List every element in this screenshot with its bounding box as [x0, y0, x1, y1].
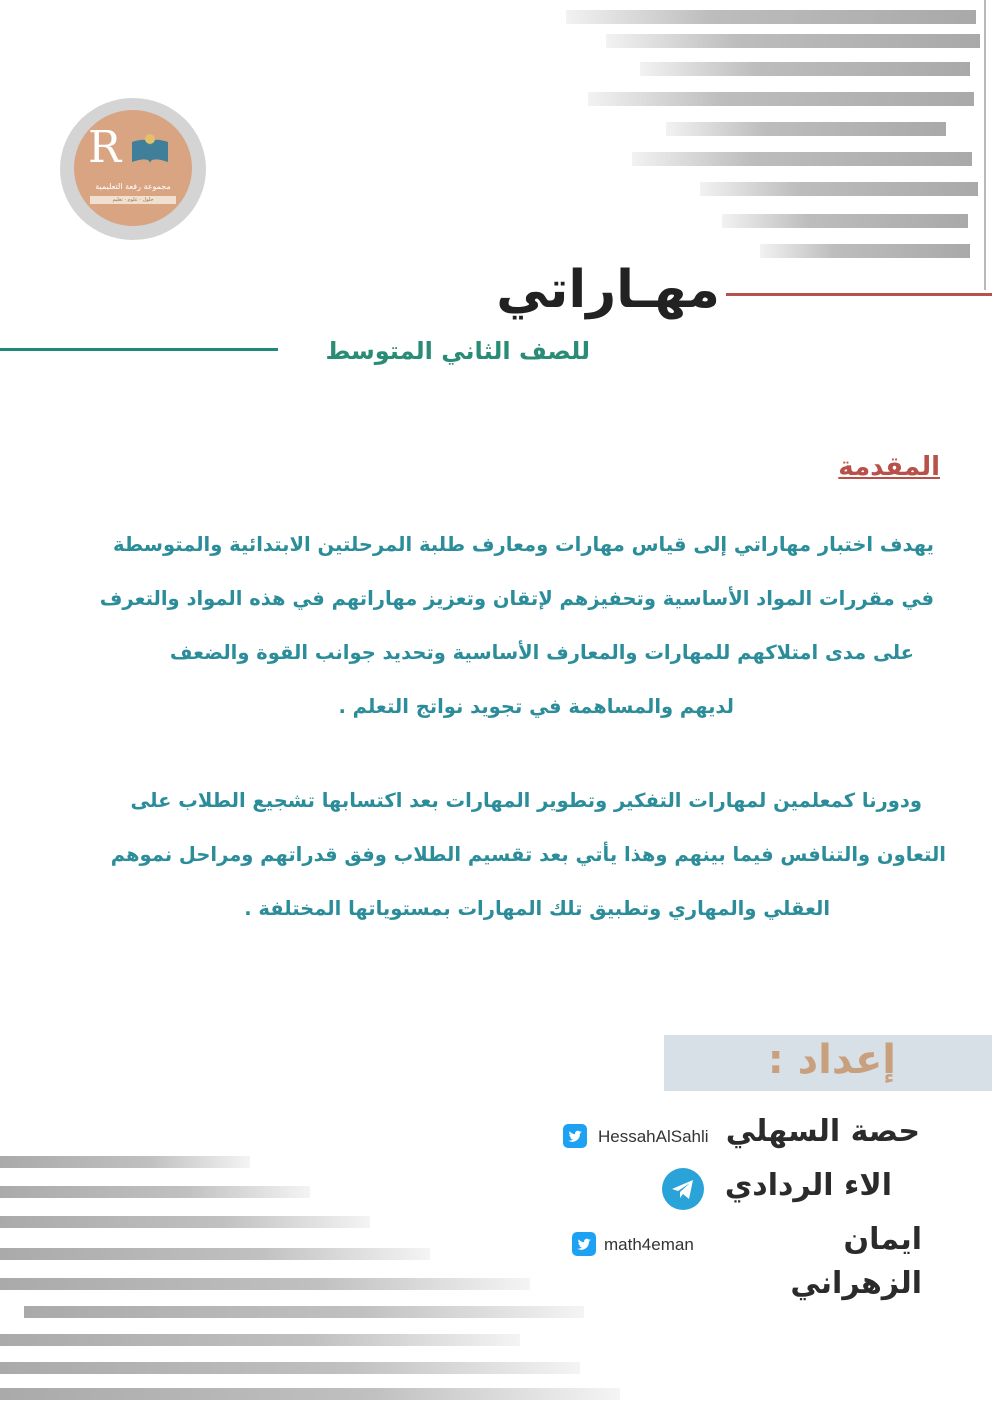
paragraph-line: على مدى امتلاكهم للمهارات والمعارف الأساسية وتحديد جوانب القوة والضعف [169, 641, 914, 664]
telegram-icon[interactable] [662, 1168, 704, 1210]
author-handle[interactable]: math4eman [604, 1235, 694, 1254]
intro-paragraph-2 [96, 774, 946, 936]
title-underline [726, 293, 992, 296]
page-subtitle: للصف الثاني المتوسط [325, 337, 590, 365]
paragraph-line: التعاون والتنافس فيما بينهم وهذا يأتي بعد تقسيم الطلاب وفق قدراتهم ومراحل نموهم [110, 843, 946, 866]
page-title: مهـاراتي [496, 260, 720, 320]
logo-tagline: حلول · علوم · تعليم [90, 196, 176, 204]
author-name: ايمان الزهراني [790, 1222, 922, 1301]
logo [74, 110, 192, 226]
book-icon [130, 132, 170, 166]
author-name: حصة السهلي [725, 1114, 920, 1149]
author-name: الاء الردادي [724, 1168, 892, 1203]
paragraph-line: يهدف اختبار مهاراتي إلى قياس مهارات ومعارف طلبة المرحلتين الابتدائية والمتوسطة [112, 533, 934, 556]
author-handle[interactable]: HessahAlSahli [598, 1127, 709, 1146]
paragraph-line: العقلي والمهاري وتطبيق تلك المهارات بمستوياتها المختلفة . [244, 897, 830, 920]
intro-paragraph-1 [96, 518, 934, 734]
prepared-by-label: إعداد : [767, 1037, 896, 1083]
twitter-icon[interactable] [563, 1124, 587, 1148]
subtitle-line [0, 348, 278, 351]
logo-letter: R [88, 122, 122, 173]
twitter-icon[interactable] [572, 1232, 596, 1256]
logo-group-name: مجموعة رفعة التعليمية [95, 182, 171, 191]
intro-heading: المقدمة [838, 452, 940, 482]
paragraph-line: في مقررات المواد الأساسية وتحفيزهم لإتقان وتعزيز مهاراتهم في هذه المواد والتعرف [99, 587, 934, 610]
paragraph-line: لديهم والمساهمة في تجويد نواتج التعلم . [338, 695, 734, 718]
paragraph-line: ودورنا كمعلمين لمهارات التفكير وتطوير المهارات بعد اكتسابها تشجيع الطلاب على [130, 789, 922, 812]
